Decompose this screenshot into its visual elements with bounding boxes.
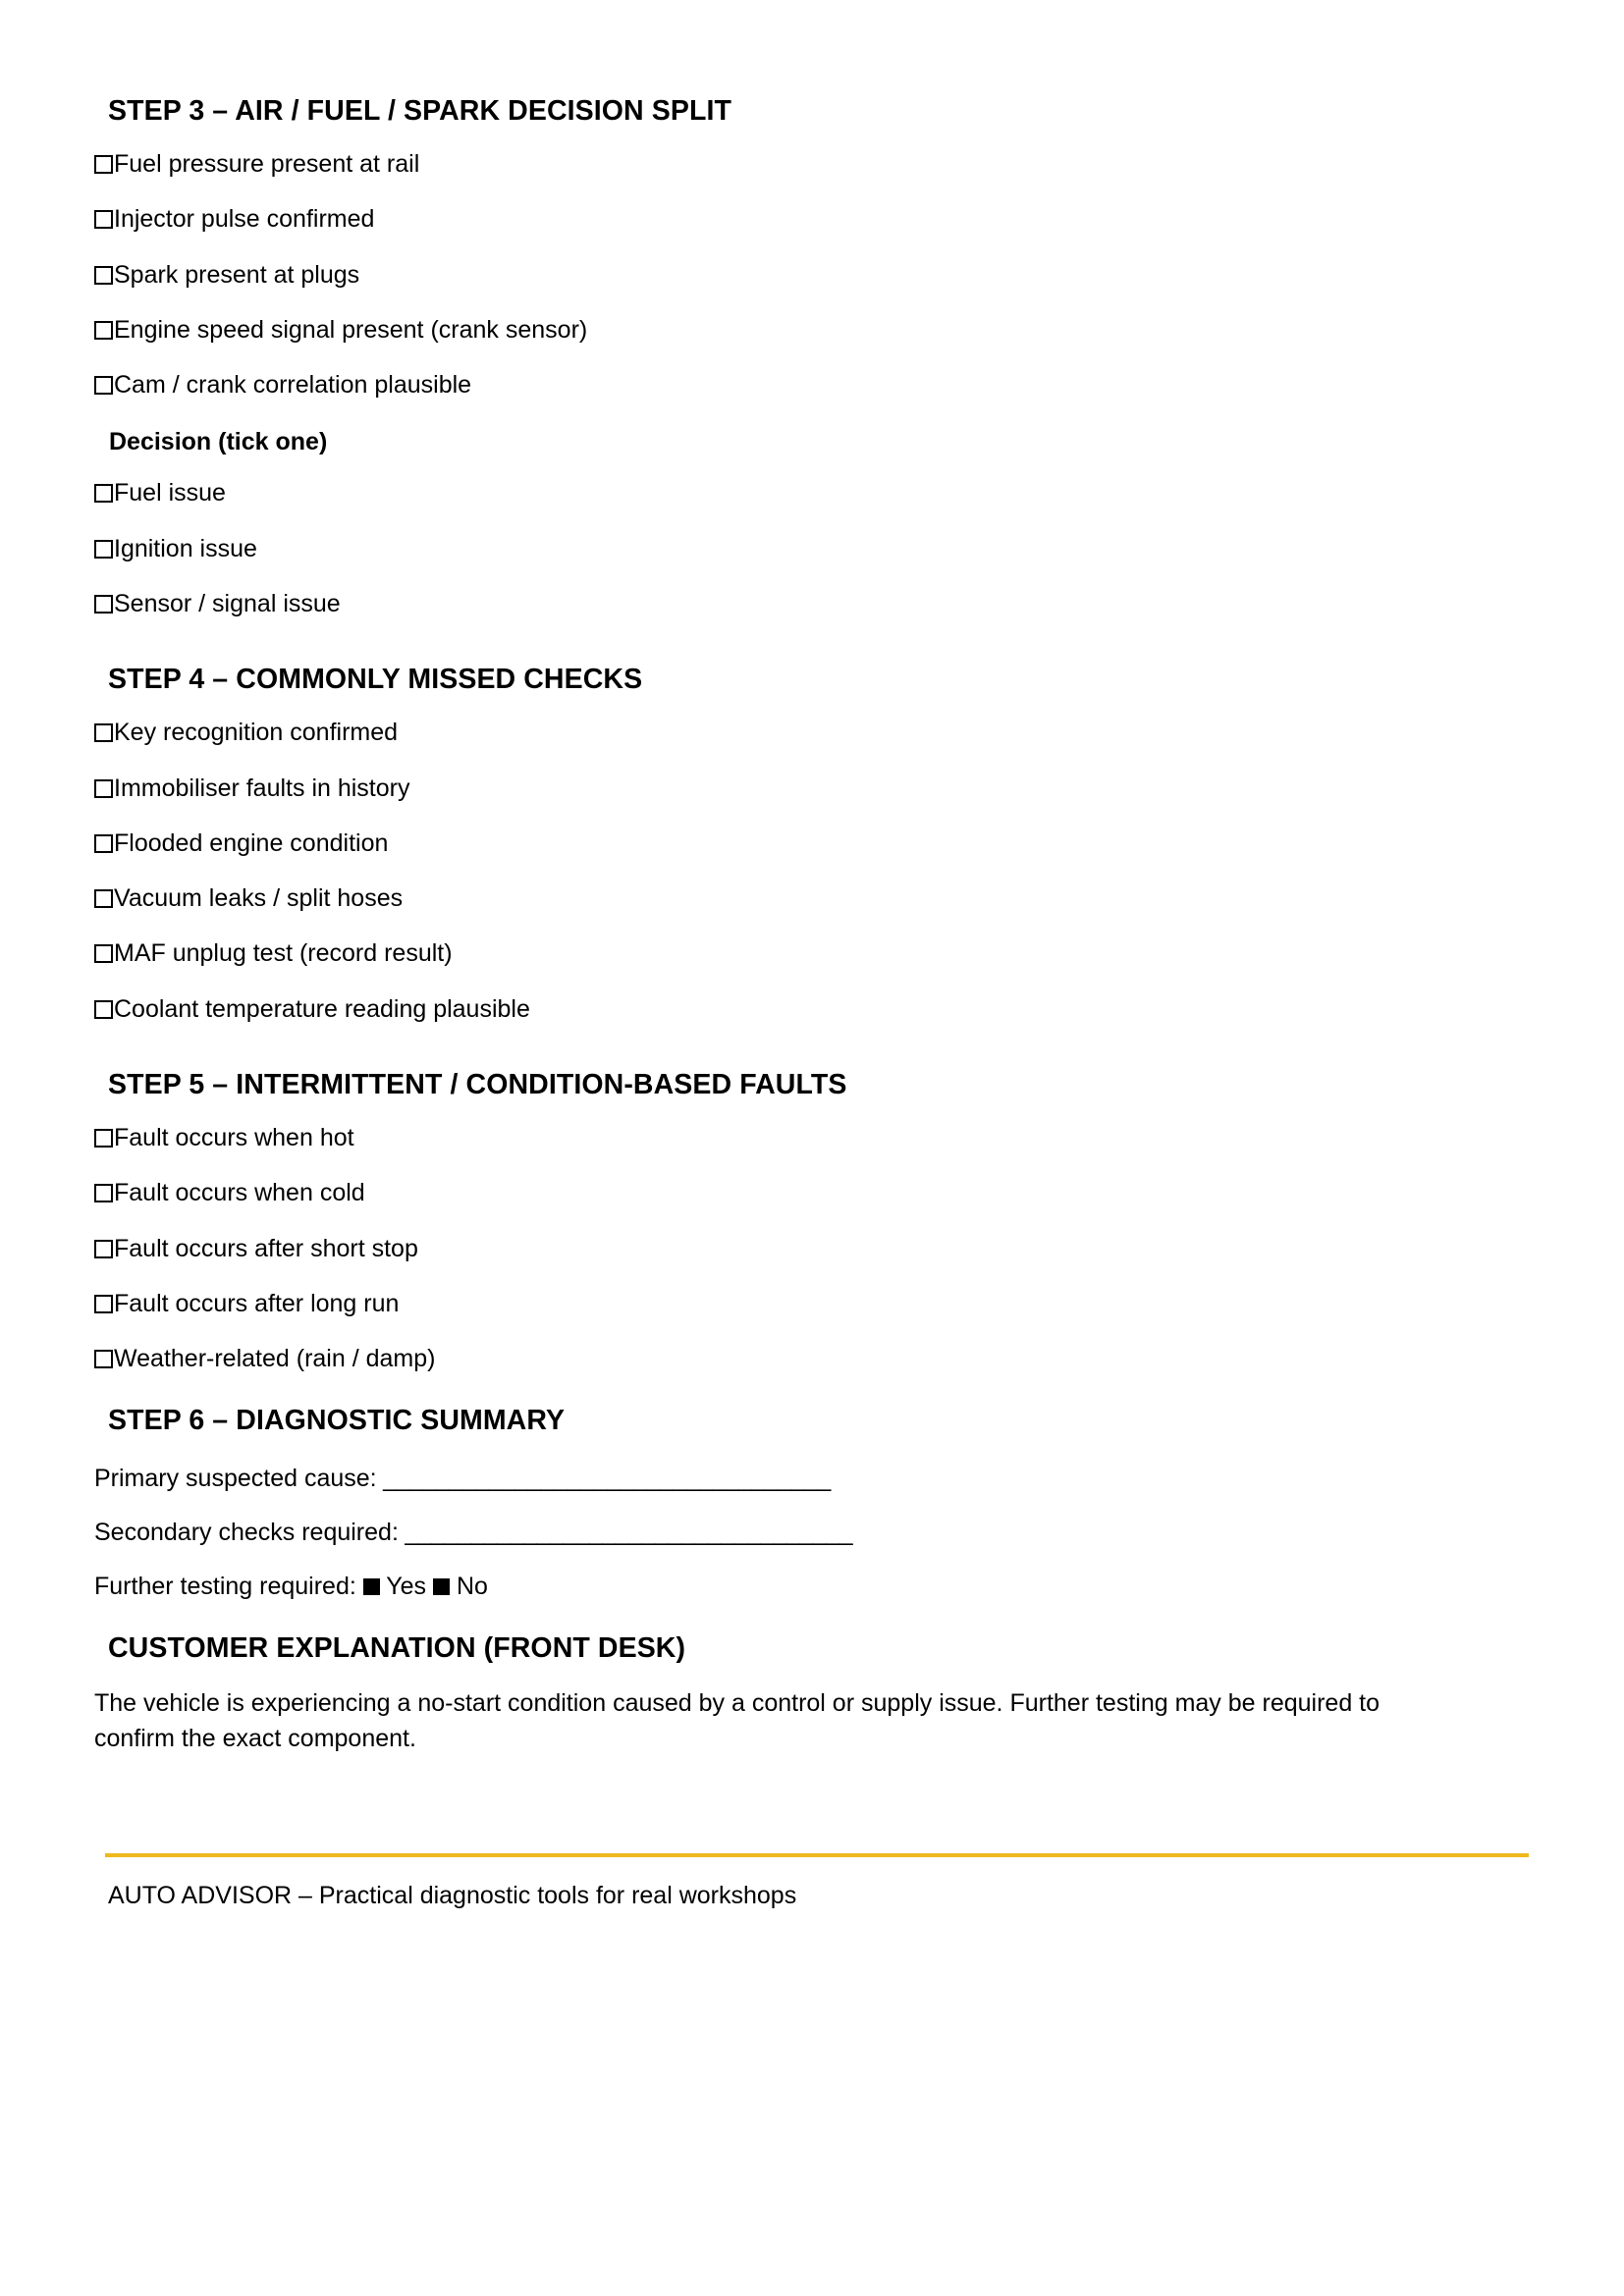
- checklist-item-label: Spark present at plugs: [114, 260, 360, 289]
- checkbox-icon[interactable]: [94, 155, 113, 174]
- checklist-item-label: Fault occurs after short stop: [114, 1234, 418, 1262]
- checkbox-icon[interactable]: [94, 595, 113, 614]
- decision-option-label: Sensor / signal issue: [114, 589, 341, 617]
- checklist-item-label: Flooded engine condition: [114, 828, 389, 857]
- section-heading-step-3: STEP 3 – AIR / FUEL / SPARK DECISION SPLIT: [108, 95, 732, 127]
- checklist-item[interactable]: [94, 828, 1538, 859]
- checkbox-icon[interactable]: [94, 1000, 113, 1019]
- checkbox-icon[interactable]: [94, 779, 113, 798]
- secondary-checks-blank[interactable]: __________________________________: [398, 1518, 853, 1546]
- decision-sub-label: Decision (tick one): [109, 428, 328, 456]
- secondary-checks-field[interactable]: [94, 1518, 1538, 1548]
- checklist-item-label: Key recognition confirmed: [114, 719, 399, 747]
- checklist-item[interactable]: [94, 204, 1538, 235]
- decision-option-label: Fuel issue: [114, 479, 226, 507]
- section-heading-step-5: STEP 5 – INTERMITTENT / CONDITION-BASED FAULTS: [108, 1068, 847, 1100]
- secondary-checks-label: Secondary checks required:: [94, 1518, 399, 1546]
- checkbox-icon[interactable]: [94, 1184, 113, 1202]
- checklist-item-label: Weather-related (rain / damp): [114, 1345, 436, 1373]
- checkbox-icon[interactable]: [94, 723, 113, 742]
- checklist-item[interactable]: [94, 1344, 1538, 1374]
- customer-explanation-body: The vehicle is experiencing a no-start condition caused by a control or supply issue. Further testing may be required to confirm the exact component.: [94, 1689, 1380, 1752]
- filled-square-icon-no[interactable]: [433, 1578, 450, 1595]
- checklist-item-label: Injector pulse confirmed: [114, 205, 375, 234]
- further-testing-label: Further testing required:: [94, 1573, 356, 1600]
- footer-divider: [105, 1853, 1529, 1857]
- primary-cause-label: Primary suspected cause:: [94, 1464, 377, 1492]
- decision-option[interactable]: [94, 478, 1538, 508]
- checklist-item-label: Cam / crank correlation plausible: [114, 371, 472, 400]
- checklist-item-label: Fault occurs when cold: [114, 1179, 365, 1207]
- further-testing-row: [94, 1572, 1538, 1602]
- checkbox-icon[interactable]: [94, 834, 113, 853]
- decision-option-label: Ignition issue: [114, 534, 257, 562]
- page-footer: [105, 1853, 1529, 1911]
- checklist-item-label: Engine speed signal present (crank sensor): [114, 315, 588, 344]
- checklist-item[interactable]: [94, 260, 1538, 291]
- checklist-item-label: Vacuum leaks / split hoses: [114, 884, 404, 913]
- checklist-item-label: Fault occurs after long run: [114, 1289, 400, 1317]
- checkbox-icon[interactable]: [94, 266, 113, 285]
- checkbox-icon[interactable]: [94, 1295, 113, 1313]
- section-heading-step-4: STEP 4 – COMMONLY MISSED CHECKS: [108, 664, 643, 696]
- checkbox-icon[interactable]: [94, 944, 113, 963]
- section-heading-step-6: STEP 6 – DIAGNOSTIC SUMMARY: [108, 1405, 566, 1437]
- checklist-item[interactable]: [94, 718, 1538, 748]
- checkbox-icon[interactable]: [94, 376, 113, 395]
- checklist-item[interactable]: [94, 994, 1538, 1025]
- checkbox-icon[interactable]: [94, 889, 113, 908]
- checklist-item[interactable]: [94, 1123, 1538, 1153]
- filled-square-icon-yes[interactable]: [363, 1578, 380, 1595]
- checklist-item[interactable]: [94, 1234, 1538, 1264]
- checklist-item[interactable]: [94, 1178, 1538, 1208]
- checklist-item[interactable]: [94, 370, 1538, 400]
- footer-text: AUTO ADVISOR – Practical diagnostic tools for real workshops: [108, 1882, 797, 1909]
- checklist-item[interactable]: [94, 774, 1538, 804]
- checklist-item[interactable]: [94, 1289, 1538, 1319]
- checklist-item[interactable]: [94, 149, 1538, 180]
- checklist-item[interactable]: [94, 315, 1538, 346]
- checkbox-icon[interactable]: [94, 210, 113, 229]
- document-content: [94, 94, 1538, 1756]
- checklist-item[interactable]: [94, 938, 1538, 969]
- decision-option[interactable]: [94, 589, 1538, 619]
- checkbox-icon[interactable]: [94, 484, 113, 503]
- checklist-item-label: Fault occurs when hot: [114, 1124, 354, 1152]
- further-testing-no-label: No: [456, 1573, 488, 1600]
- checkbox-icon[interactable]: [94, 1350, 113, 1368]
- checklist-item-label: MAF unplug test (record result): [114, 939, 453, 968]
- decision-option[interactable]: [94, 534, 1538, 564]
- checklist-item[interactable]: [94, 883, 1538, 914]
- section-heading-customer-explanation: CUSTOMER EXPLANATION (FRONT DESK): [108, 1632, 686, 1665]
- checklist-item-label: Immobiliser faults in history: [114, 774, 410, 802]
- checkbox-icon[interactable]: [94, 1240, 113, 1258]
- primary-cause-field[interactable]: [94, 1464, 1538, 1494]
- primary-cause-blank[interactable]: __________________________________: [376, 1464, 831, 1492]
- checkbox-icon[interactable]: [94, 540, 113, 559]
- checkbox-icon[interactable]: [94, 321, 113, 340]
- checkbox-icon[interactable]: [94, 1129, 113, 1148]
- checklist-item-label: Coolant temperature reading plausible: [114, 994, 530, 1023]
- further-testing-yes-label: Yes: [386, 1573, 427, 1600]
- checklist-item-label: Fuel pressure present at rail: [114, 150, 420, 179]
